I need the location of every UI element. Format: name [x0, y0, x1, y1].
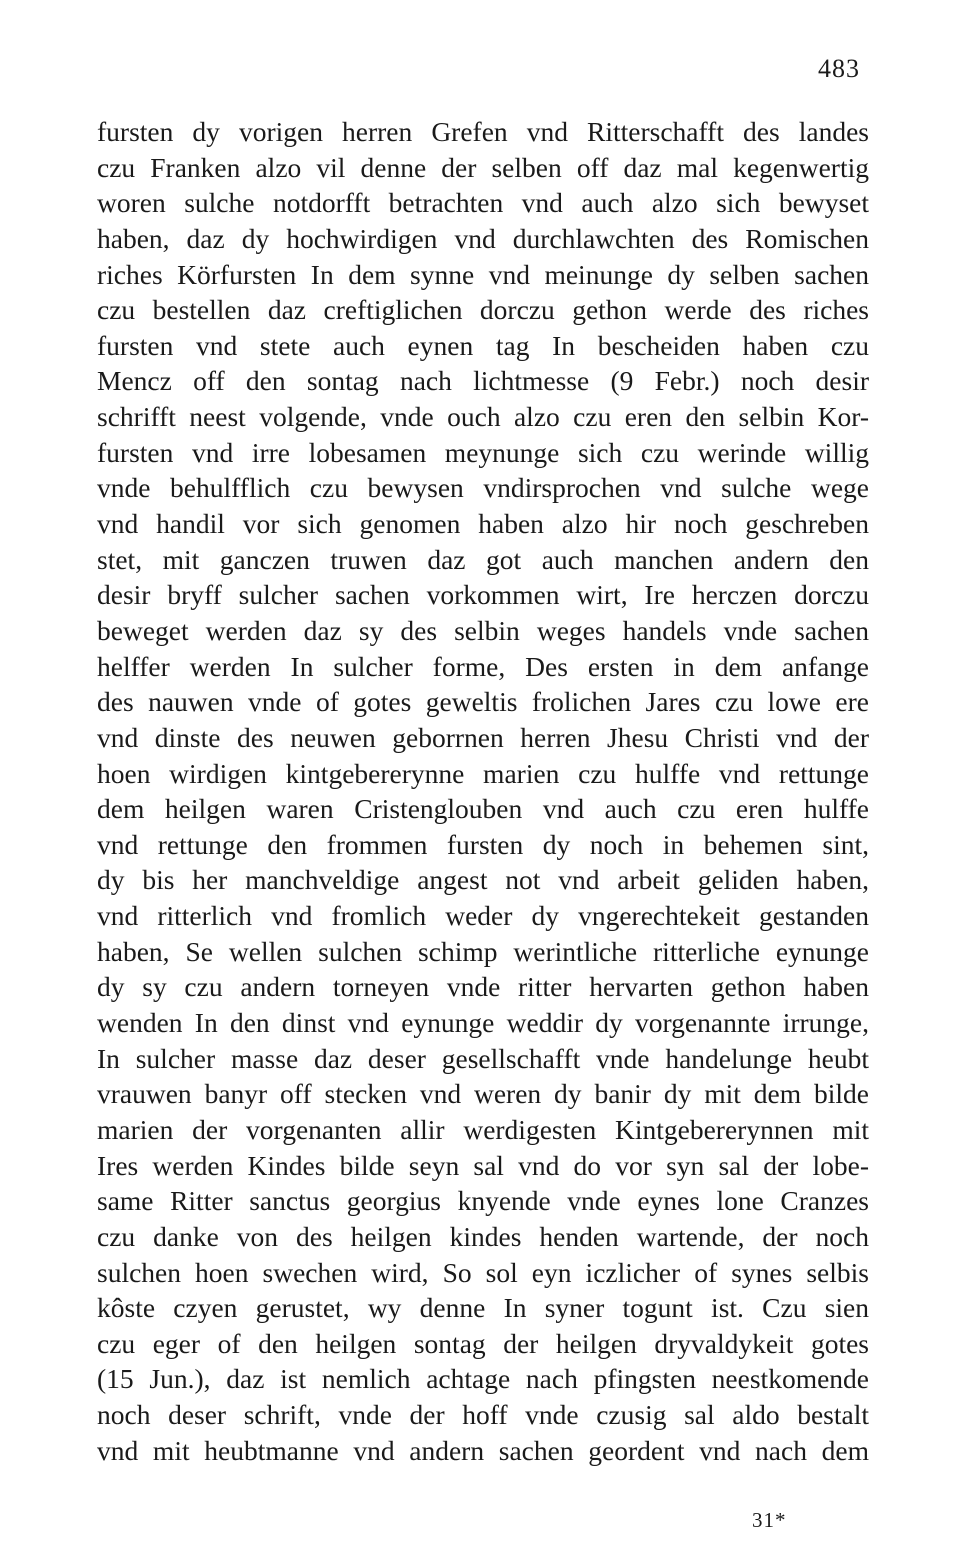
- text-line: dy sy czu andern torneyen vnde ritter hervarten gethon haben: [97, 971, 869, 1003]
- text-line: dem heilgen waren Cristenglouben vnd auch czu eren hulffe: [97, 793, 869, 825]
- text-line: czu eger of den heilgen sontag der heilgen dryvaldykeit gotes: [97, 1327, 869, 1359]
- text-line: woren sulche notdorfft betrachten vnd auch alzo sich bewyset: [97, 187, 869, 219]
- text-line: czu Franken alzo vil denne der selben off daz mal kegenwertig: [97, 151, 869, 183]
- text-line: haben, daz dy hochwirdigen vnd durchlawchten des Romischen: [97, 222, 869, 254]
- text-line: vnd rettunge den frommen fursten dy noch in behemen sint,: [97, 828, 869, 860]
- text-line: wenden In den dinst vnd eynunge weddir dy vorgenannte irrunge,: [97, 1007, 869, 1039]
- text-line: czu danke von des heilgen kindes henden wartende, der noch: [97, 1220, 869, 1252]
- text-line: des nauwen vnde of gotes geweltis frolichen Jares czu lowe ere: [97, 686, 869, 718]
- text-line: vnde behulfflich czu bewysen vndirsprochen vnd sulche wege: [97, 472, 869, 504]
- text-line: fursten vnd stete auch eynen tag In bescheiden haben czu: [97, 329, 869, 361]
- text-line: same Ritter sanctus georgius knyende vnde eynes lone Cranzes: [97, 1185, 869, 1217]
- text-line: vnd mit heubtmanne vnd andern sachen geordent vnd nach dem: [97, 1434, 869, 1466]
- text-line: vnd dinste des neuwen geborrnen herren Jhesu Christi vnd der: [97, 721, 869, 753]
- text-line: desir bryff sulcher sachen vorkommen wirt, Ire herczen dorczu: [97, 579, 869, 611]
- text-line: riches Körfursten In dem synne vnd meinunge dy selben sachen: [97, 258, 869, 290]
- text-line: Ires werden Kindes bilde seyn sal vnd do vor syn sal der lobe-: [97, 1149, 869, 1181]
- text-line: schrifft neest volgende, vnde ouch alzo czu eren den selbin Kor-: [97, 401, 869, 433]
- text-line: sulchen hoen swechen wird, So sol eyn iczlicher of synes selbis: [97, 1256, 869, 1288]
- text-line: stet, mit ganczen truwen daz got auch manchen andern den: [97, 543, 869, 575]
- text-line: vrauwen banyr off stecken vnd weren dy banir dy mit dem bilde: [97, 1078, 869, 1110]
- text-line: helffer werden In sulcher forme, Des ersten in dem anfange: [97, 650, 869, 682]
- text-line: beweget werden daz sy des selbin weges handels vnde sachen: [97, 614, 869, 646]
- body-text: [97, 114, 869, 1468]
- text-line: kôste czyen gerustet, wy denne In syner togunt ist. Czu sien: [97, 1292, 869, 1324]
- text-line: noch deser schrift, vnde der hoff vnde czusig sal aldo bestalt: [97, 1399, 869, 1431]
- signature-mark: 31*: [752, 1508, 787, 1532]
- text-line: marien der vorgenanten allir werdigesten Kintgebererynnen mit: [97, 1113, 869, 1145]
- text-line: fursten vnd irre lobesamen meynunge sich czu werinde willig: [97, 436, 869, 468]
- text-line: fursten dy vorigen herren Grefen vnd Ritterschafft des landes: [97, 116, 869, 147]
- text-line: In sulcher masse daz deser gesellschafft vnde handelunge heubt: [97, 1042, 869, 1074]
- text-line: czu bestellen daz creftiglichen dorczu gethon werde des riches: [97, 294, 869, 326]
- text-line: vnd ritterlich vnd fromlich weder dy vngerechtekeit gestanden: [97, 900, 869, 932]
- text-line: Mencz off den sontag nach lichtmesse (9 Febr.) noch desir: [97, 365, 869, 397]
- text-line: haben, Se wellen sulchen schimp werintliche ritterliche eynunge: [97, 935, 869, 967]
- page-number: 483: [818, 54, 860, 83]
- text-line: hoen wirdigen kintgebererynne marien czu hulffe vnd rettunge: [97, 757, 869, 789]
- text-line: (15 Jun.), daz ist nemlich achtage nach pfingsten neestkomende: [97, 1363, 869, 1395]
- text-line: vnd handil vor sich genomen haben alzo hir noch geschreben: [97, 508, 869, 540]
- text-line: dy bis her manchveldige angest not vnd arbeit geliden haben,: [97, 864, 869, 896]
